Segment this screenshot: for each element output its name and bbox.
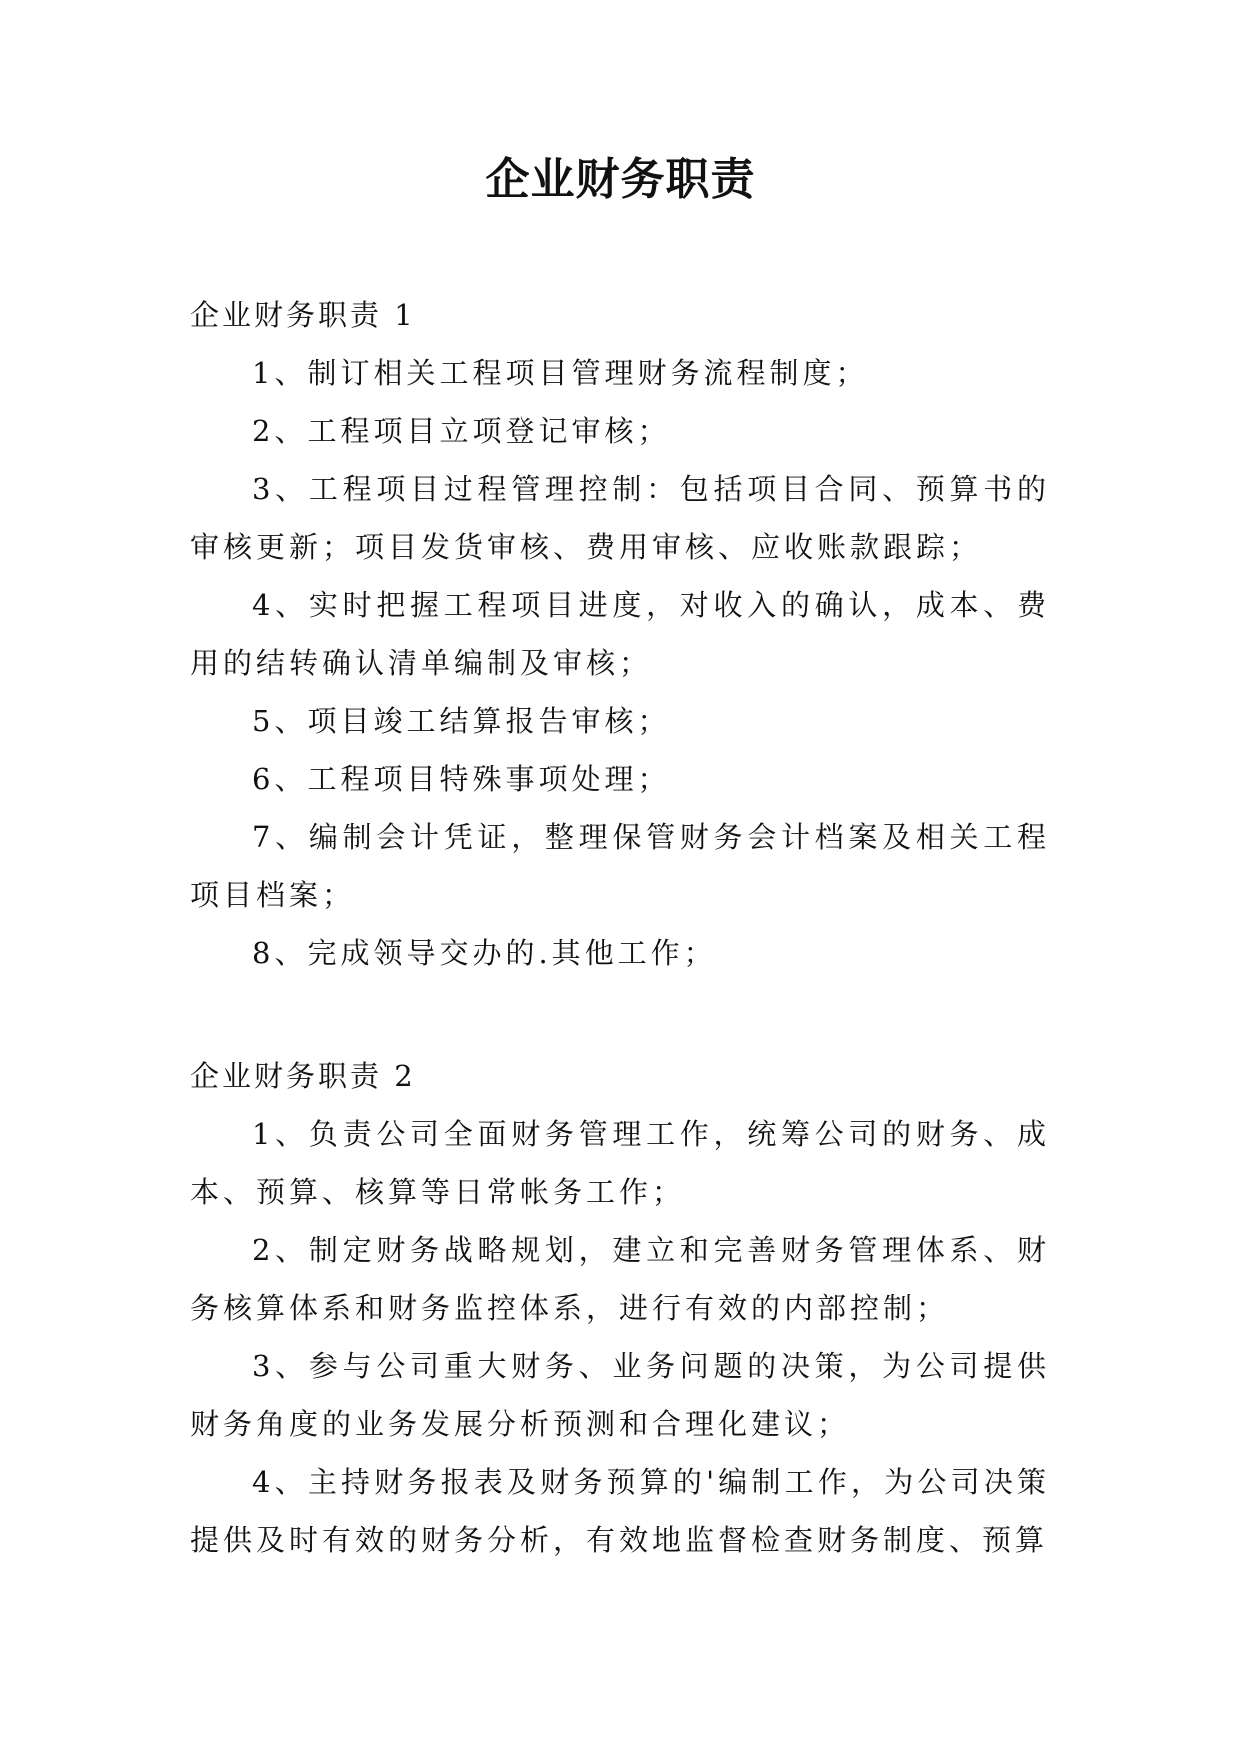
document-title: 企业财务职责 — [485, 154, 756, 205]
section-heading: 企业财务职责 1 — [190, 298, 416, 332]
section-2 — [190, 1047, 1050, 1569]
list-item: 3、工程项目过程管理控制：包括项目合同、预算书的审核更新；项目发货审核、费用审核、应收账款跟踪； — [190, 472, 1050, 564]
list-item: 8、完成领导交办的.其他工作； — [252, 936, 717, 970]
list-item: 2、制定财务战略规划，建立和完善财务管理体系、财务核算体系和财务监控体系，进行有效的内部控制； — [190, 1233, 1050, 1325]
list-item: 3、参与公司重大财务、业务问题的决策，为公司提供财务角度的业务发展分析预测和合理化建议； — [190, 1349, 1050, 1441]
list-item: 6、工程项目特殊事项处理； — [252, 762, 671, 796]
list-item: 2、工程项目立项登记审核； — [252, 414, 671, 448]
list-item: 1、制订相关工程项目管理财务流程制度； — [252, 356, 869, 390]
list-item: 4、实时把握工程项目进度，对收入的确认，成本、费用的结转确认清单编制及审核； — [190, 588, 1050, 680]
section-heading: 企业财务职责 2 — [190, 1059, 416, 1093]
list-item: 4、主持财务报表及财务预算的'编制工作，为公司决策提供及时有效的财务分析，有效地监督检查财务制度、预算 — [190, 1465, 1050, 1557]
list-item: 5、项目竣工结算报告审核； — [252, 704, 671, 738]
section-1 — [190, 286, 1050, 982]
list-item: 1、负责公司全面财务管理工作，统筹公司的财务、成本、预算、核算等日常帐务工作； — [190, 1117, 1050, 1209]
list-item: 7、编制会计凭证，整理保管财务会计档案及相关工程项目档案； — [190, 820, 1050, 912]
